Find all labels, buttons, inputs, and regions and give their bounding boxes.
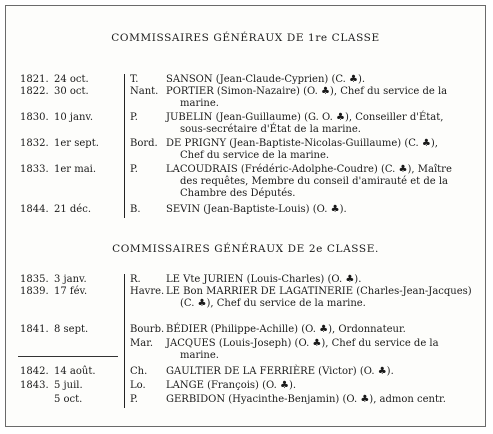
place: P.	[130, 164, 138, 175]
place: P.	[130, 112, 138, 123]
date: 1er mai.	[54, 164, 97, 175]
entry-text: LE Vte JURIEN (Louis-Charles) (O. ♣).	[166, 274, 362, 285]
year: 1830.	[20, 112, 49, 123]
year: 1844.	[20, 204, 49, 215]
place: Lo.	[130, 380, 146, 391]
place: Mar.	[130, 338, 154, 349]
date: 17 fév.	[54, 286, 88, 297]
year: 1822.	[20, 86, 49, 97]
entry-continuation: marine.	[180, 350, 219, 361]
date: 21 déc.	[54, 204, 92, 215]
entry-text: BÉDIER (Philippe-Achille) (O. ♣), Ordonnateur.	[166, 324, 406, 335]
year: 1843.	[20, 380, 49, 391]
section-1-title: COMMISSAIRES GÉNÉRAUX DE 1re CLASSE	[111, 32, 380, 44]
date: 14 août.	[54, 366, 96, 377]
column-divider-1	[124, 74, 125, 218]
entry-name	[166, 380, 476, 392]
date: 10 janv.	[54, 112, 94, 123]
place: B.	[130, 204, 141, 215]
entry-text: JUBELIN (Jean-Guillaume) (G. O. ♣), Conseiller d'État,	[166, 112, 444, 123]
date: 24 oct.	[54, 74, 89, 85]
section-2-title: COMMISSAIRES GÉNÉRAUX DE 2e CLASSE.	[112, 243, 379, 255]
place: Nant.	[130, 86, 159, 97]
separator-rule	[18, 356, 118, 357]
year: 1833.	[20, 164, 49, 175]
document-page	[5, 5, 486, 427]
date: 5 juil.	[54, 380, 83, 391]
place: Ch.	[130, 366, 148, 377]
entry-text: LACOUDRAIS (Frédéric-Adolphe-Coudre) (C. ♣), Maître	[166, 164, 452, 175]
entry-name	[166, 138, 476, 162]
year: 1839.	[20, 286, 49, 297]
entry-name	[166, 338, 476, 362]
entry-text: PORTIER (Simon-Nazaire) (O. ♣), Chef du service de la	[166, 86, 448, 97]
entry-text: GERBIDON (Hyacinthe-Benjamin) (O. ♣), admon centr.	[166, 394, 446, 405]
entry-name	[166, 164, 476, 200]
year: 1835.	[20, 274, 49, 285]
entry-continuation: Chef du service de la marine.	[180, 150, 330, 161]
entry-name	[166, 324, 476, 336]
entry-name	[166, 86, 476, 110]
entry-name	[166, 112, 476, 136]
entry-text: SEVIN (Jean-Baptiste-Louis) (O. ♣).	[166, 204, 347, 215]
entry-name	[166, 274, 476, 286]
place: P.	[130, 394, 138, 405]
entry-text: GAULTIER DE LA FERRIÈRE (Victor) (O. ♣).	[166, 366, 394, 377]
entry-continuation: sous-secrétaire d'État de la marine.	[180, 124, 361, 135]
date: 1er sept.	[54, 138, 99, 149]
entry-continuation: (C. ♣), Chef du service de la marine.	[180, 298, 366, 309]
entry-name	[166, 74, 476, 86]
entry-continuation: des requêtes, Membre du conseil d'amirauté et de la Chambre des Députés.	[180, 176, 449, 199]
entry-continuation: marine.	[180, 98, 219, 109]
entry-text: LE Bon MARRIER DE LAGATINERIE (Charles-Jean-Jacques)	[166, 286, 472, 297]
place: R.	[130, 274, 141, 285]
year: 1821.	[20, 74, 49, 85]
place: Bourb.	[130, 324, 165, 335]
entry-text: SANSON (Jean-Claude-Cyprien) (C. ♣).	[166, 74, 366, 85]
entry-text: JACQUES (Louis-Joseph) (O. ♣), Chef du service de la	[166, 338, 439, 349]
entry-text: LANGE (François) (O. ♣).	[166, 380, 297, 391]
place: Havre.	[130, 286, 165, 297]
date: 5 oct.	[54, 394, 83, 405]
place: Bord.	[130, 138, 158, 149]
date: 3 janv.	[54, 274, 87, 285]
entry-name	[166, 366, 476, 378]
entry-name	[166, 204, 476, 216]
entry-name	[166, 286, 476, 310]
date: 8 sept.	[54, 324, 89, 335]
year: 1842.	[20, 366, 49, 377]
column-divider-2	[124, 274, 125, 408]
year: 1841.	[20, 324, 49, 335]
place: T.	[130, 74, 139, 85]
date: 30 oct.	[54, 86, 89, 97]
year: 1832.	[20, 138, 49, 149]
entry-text: DE PRIGNY (Jean-Baptiste-Nicolas-Guillaume) (C. ♣),	[166, 138, 438, 149]
entry-name	[166, 394, 476, 406]
